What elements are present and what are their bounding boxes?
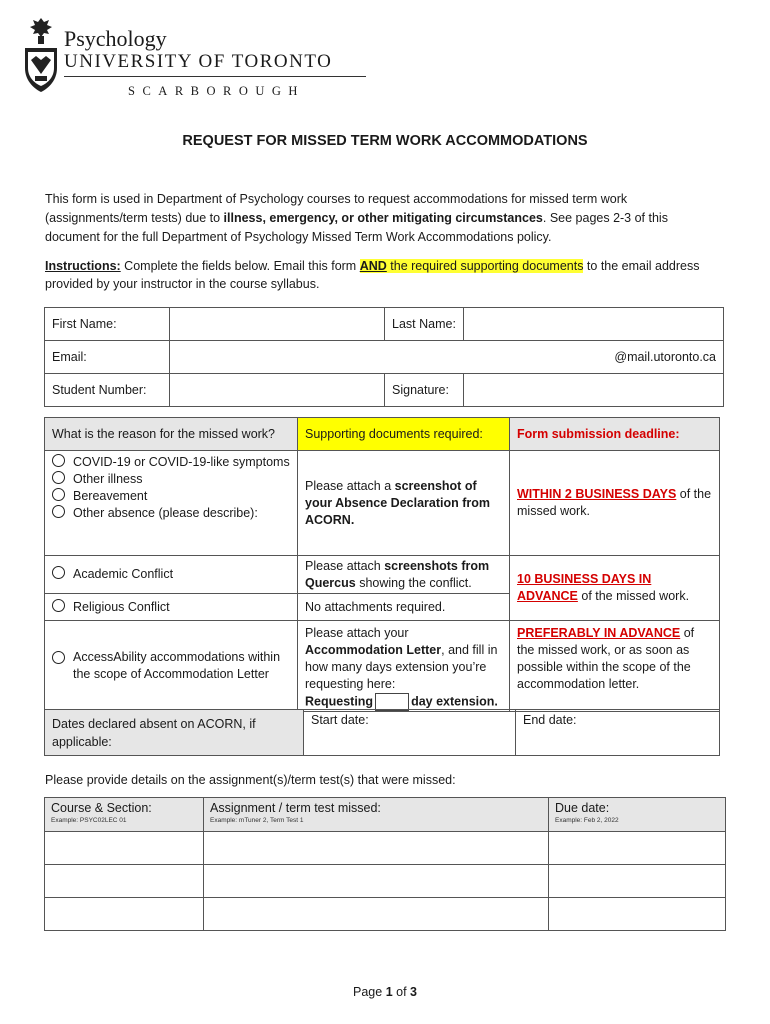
reason-group-illness bbox=[45, 451, 298, 556]
option-accessability[interactable]: AccessAbility accommodations within the scope of Accommodation Letter bbox=[52, 649, 290, 683]
course-cell[interactable] bbox=[45, 832, 204, 865]
docs-header: Supporting documents required: bbox=[298, 418, 510, 451]
radio-other-absence[interactable] bbox=[52, 505, 65, 518]
course-section-example: Example: PSYC02LEC 01 bbox=[51, 817, 127, 824]
student-number-label: Student Number: bbox=[45, 374, 170, 407]
page-number: Page 1 of 3 bbox=[353, 985, 417, 999]
due-date-cell[interactable] bbox=[549, 898, 726, 931]
radio-academic[interactable] bbox=[52, 566, 65, 579]
radio-accessability[interactable] bbox=[52, 651, 65, 664]
last-name-label: Last Name: bbox=[385, 308, 464, 341]
university-crest-logo bbox=[22, 16, 60, 98]
option-covid[interactable]: COVID-19 or COVID-19-like symptoms bbox=[52, 454, 290, 471]
reason-religious bbox=[45, 594, 298, 621]
details-prompt: Please provide details on the assignment(s)/term test(s) that were missed: bbox=[45, 773, 456, 787]
email-field[interactable] bbox=[170, 341, 724, 374]
intro-paragraph: This form is used in Department of Psychology courses to request accommodations for missed term work (assignments/term tests) due to illness, emergency, or other mitigating circumstances. See pages 2-3 of this document for the full Department of Psychology Missed Term Work Accommodations policy. bbox=[45, 192, 668, 244]
assignment-cell[interactable] bbox=[204, 898, 549, 931]
reason-academic bbox=[45, 556, 298, 594]
first-name-label: First Name: bbox=[45, 308, 170, 341]
deadline-advance: 10 BUSINESS DAYS IN ADVANCE of the missed work. bbox=[510, 556, 720, 621]
radio-other-illness[interactable] bbox=[52, 471, 65, 484]
radio-religious[interactable] bbox=[52, 599, 65, 612]
dates-label: Dates declared absent on ACORN, if applicable: bbox=[45, 710, 304, 756]
docs-academic: Please attach screenshots from Quercus showing the conflict. bbox=[298, 556, 510, 594]
reason-accessability bbox=[45, 621, 298, 712]
assignment-cell[interactable] bbox=[204, 832, 549, 865]
due-date-header: Due date: Example: Feb 2, 2022 bbox=[549, 798, 726, 832]
option-academic[interactable]: Academic Conflict bbox=[52, 566, 290, 583]
docs-accessability: Please attach your Accommodation Letter, and fill in how many days extension you’re requesting here: Requesting day extension. bbox=[298, 621, 510, 712]
deadline-header: Form submission deadline: bbox=[510, 418, 720, 451]
form-title: REQUEST FOR MISSED TERM WORK ACCOMMODATIONS bbox=[182, 133, 588, 149]
course-cell[interactable] bbox=[45, 898, 204, 931]
header-divider bbox=[64, 76, 366, 77]
last-name-field[interactable] bbox=[464, 308, 724, 341]
start-date-field[interactable] bbox=[304, 710, 516, 756]
deadline-illness: WITHIN 2 BUSINESS DAYS of the missed work. bbox=[510, 451, 720, 556]
docs-religious: No attachments required. bbox=[298, 594, 510, 621]
student-number-field[interactable] bbox=[170, 374, 385, 407]
instructions-paragraph: Instructions: Complete the fields below. Email this form AND the required supporting documents to the email address provided by your instructor in the course syllabus. bbox=[45, 259, 700, 291]
missed-work-table bbox=[44, 797, 726, 931]
department-name: Psychology bbox=[64, 26, 167, 51]
dates-table bbox=[44, 709, 720, 756]
radio-covid[interactable] bbox=[52, 454, 65, 467]
student-info-table bbox=[44, 307, 724, 407]
radio-bereavement[interactable] bbox=[52, 488, 65, 501]
first-name-field[interactable] bbox=[170, 308, 385, 341]
university-name: UNIVERSITY OF TORONTO bbox=[64, 51, 333, 72]
email-domain: @mail.utoronto.ca bbox=[614, 350, 716, 364]
campus-name: SCARBOROUGH bbox=[128, 84, 305, 98]
due-date-cell[interactable] bbox=[549, 865, 726, 898]
option-religious[interactable]: Religious Conflict bbox=[52, 599, 290, 616]
assignment-cell[interactable] bbox=[204, 865, 549, 898]
option-bereavement[interactable]: Bereavement bbox=[52, 488, 290, 505]
signature-label: Signature: bbox=[385, 374, 464, 407]
reason-header: What is the reason for the missed work? bbox=[45, 418, 298, 451]
due-date-cell[interactable] bbox=[549, 832, 726, 865]
assignment-header: Assignment / term test missed: Example: mTuner 2, Term Test 1 bbox=[204, 798, 549, 832]
start-date-label: Start date: bbox=[311, 713, 369, 727]
end-date-label: End date: bbox=[523, 713, 577, 727]
course-section-header: Course & Section: Example: PSYC02LEC 01 bbox=[45, 798, 204, 832]
course-cell[interactable] bbox=[45, 865, 204, 898]
email-label: Email: bbox=[45, 341, 170, 374]
option-other-absence[interactable]: Other absence (please describe): bbox=[52, 505, 290, 522]
due-date-example: Example: Feb 2, 2022 bbox=[555, 817, 619, 824]
reasons-table bbox=[44, 417, 720, 712]
signature-field[interactable] bbox=[464, 374, 724, 407]
assignment-example: Example: mTuner 2, Term Test 1 bbox=[210, 817, 304, 824]
deadline-accessability: PREFERABLY IN ADVANCE of the missed work, or as soon as possible within the scope of the accommodation letter. bbox=[510, 621, 720, 712]
option-other-illness[interactable]: Other illness bbox=[52, 471, 290, 488]
end-date-field[interactable] bbox=[516, 710, 720, 756]
docs-illness: Please attach a screenshot of your Absence Declaration from ACORN. bbox=[298, 451, 510, 556]
